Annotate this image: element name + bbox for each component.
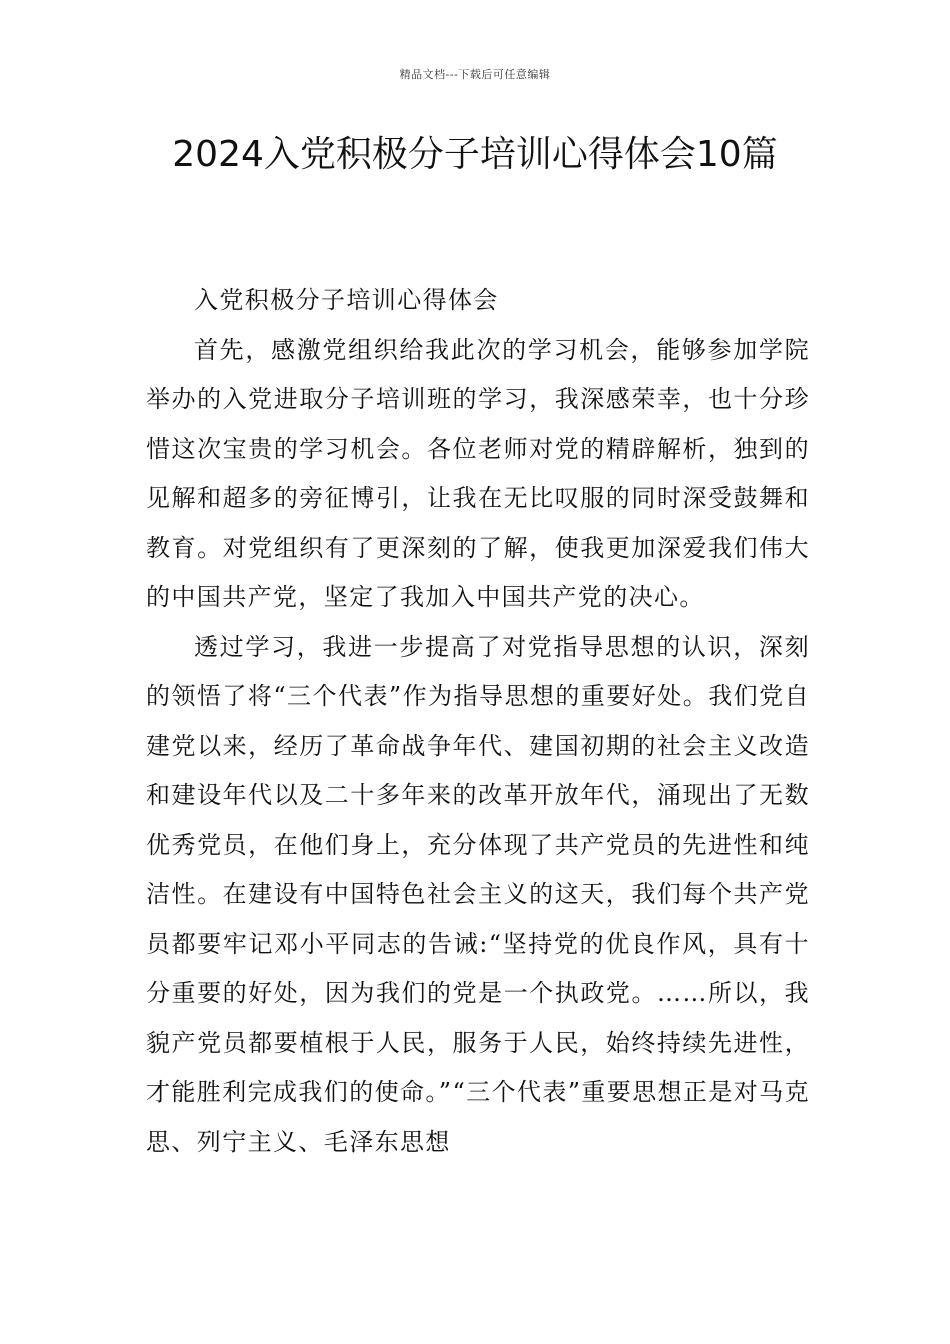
- document-body: [146, 276, 810, 1167]
- document-title: 2024入党积极分子培训心得体会10篇: [172, 134, 778, 175]
- paragraph-1: 首先，感激党组织给我此次的学习机会，能够参加学院举办的入党进取分子培训班的学习，我深感荣幸，也十分珍惜这次宝贵的学习机会。各位老师对党的精辟解析，独到的见解和超多的旁征博引，让我在无比叹服的同时深受鼓舞和教育。对党组织有了更深刻的了解，使我更加深爱我们伟大的中国共产党，坚定了我加入中国共产党的决心。: [146, 335, 810, 611]
- paragraph-2: 透过学习，我进一步提高了对党指导思想的认识，深刻的领悟了将“三个代表”作为指导思想的重要好处。我们党自建党以来，经历了革命战争年代、建国初期的社会主义改造和建设年代以及二十多年来的改革开放年代，涌现出了无数优秀党员，在他们身上，充分体现了共产党员的先进性和纯洁性。在建设有中国特色社会主义的这天，我们每个共产党员都要牢记邓小平同志的告诫:“坚持党的优良作风，具有十分重要的好处，因为我们的党是一个执政党。……所以，我貌产党员都要植根于人民，服务于人民，始终持续先进性，才能胜利完成我们的使命。”“三个代表”重要思想正是对马克思、列宁主义、毛泽东思想: [146, 632, 811, 1156]
- page-header-note: 精品文档---下载后可任意编辑: [399, 68, 551, 81]
- section-subtitle: 入党积极分子培训心得体会: [194, 286, 499, 314]
